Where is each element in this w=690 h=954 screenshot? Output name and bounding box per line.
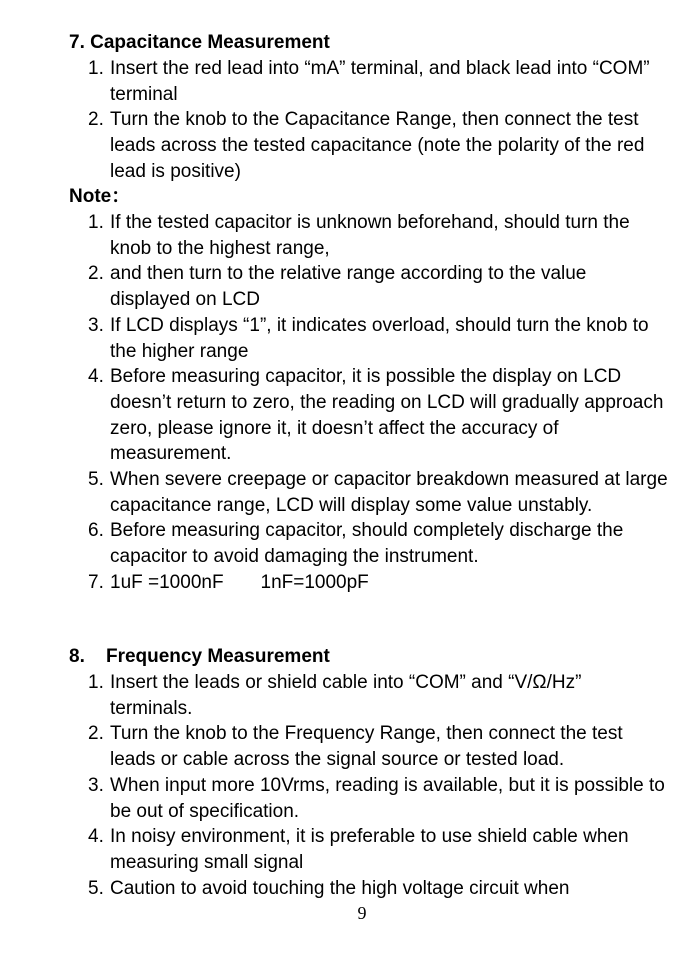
item-text: If LCD displays “1”, it indicates overload, should turn the knob to the higher range: [110, 314, 649, 362]
item-number: 4.: [88, 826, 104, 848]
list-item: [88, 261, 668, 312]
list-item: [88, 313, 668, 364]
item-text: Insert the leads or shield cable into “COM” and “V/Ω/Hz” terminals.: [110, 672, 582, 719]
item-number: 1.: [88, 212, 104, 233]
item-number: 3.: [88, 774, 104, 796]
item-number: 1.: [88, 58, 104, 79]
item-text: Before measuring capacitor, it is possible the display on LCD doesn’t return to zero, the reading on LCD will gradually approach zero, please ignore it, it doesn’t affect the accuracy of measurement.: [110, 366, 664, 465]
list-item: [88, 210, 668, 261]
list-item: [88, 364, 668, 467]
list-item: [88, 107, 668, 184]
item-number: 2.: [88, 263, 104, 285]
item-number: 1.: [88, 672, 104, 693]
item-text: 1uF =1000nF 1nF=1000pF: [110, 571, 369, 593]
list-item: [88, 824, 668, 875]
item-text: When input more 10Vrms, reading is available, but it is possible to be out of specification.: [110, 774, 665, 822]
item-number: 5.: [88, 469, 104, 491]
item-number: 6.: [88, 520, 104, 542]
note-heading: Note：: [69, 186, 131, 207]
item-number: 3.: [88, 314, 104, 336]
item-text: If the tested capacitor is unknown beforehand, should turn the knob to the highest range,: [110, 212, 630, 259]
list-item: [88, 721, 668, 772]
list-item: [88, 773, 668, 824]
section-8-heading: 8. Frequency Measurement: [69, 646, 330, 667]
item-number: 2.: [88, 723, 104, 745]
item-text: and then turn to the relative range according to the value displayed on LCD: [110, 263, 587, 311]
item-number: 2.: [88, 109, 104, 131]
list-item: [88, 518, 668, 569]
item-text: In noisy environment, it is preferable to use shield cable when measuring small signal: [110, 826, 629, 873]
item-text: When severe creepage or capacitor breakdown measured at large capacitance range, LCD will display some value unstably.: [110, 469, 668, 516]
list-item: [88, 670, 668, 721]
item-number: 5.: [88, 877, 104, 899]
item-text: Insert the red lead into “mA” terminal, and black lead into “COM” terminal: [110, 58, 650, 105]
section-8-steps: [88, 670, 668, 901]
list-item: [88, 56, 668, 107]
item-number: 4.: [88, 366, 104, 388]
list-item: [88, 467, 668, 518]
item-text: Turn the knob to the Capacitance Range, then connect the test leads across the tested capacitance (note the polarity of the red lead is positive): [110, 109, 645, 182]
item-text: Before measuring capacitor, should completely discharge the capacitor to avoid damaging the instrument.: [110, 520, 624, 568]
item-text: Caution to avoid touching the high voltage circuit when: [110, 877, 570, 899]
item-number: 7.: [88, 571, 104, 593]
section-7-steps: [88, 56, 668, 185]
list-item: [88, 876, 668, 902]
list-item: [88, 570, 668, 596]
page-number: 9: [357, 903, 367, 923]
item-text: Turn the knob to the Frequency Range, then connect the test leads or cable across the signal source or tested load.: [110, 723, 623, 771]
note-items: [88, 210, 668, 596]
section-7-heading: 7. Capacitance Measurement: [69, 32, 330, 53]
